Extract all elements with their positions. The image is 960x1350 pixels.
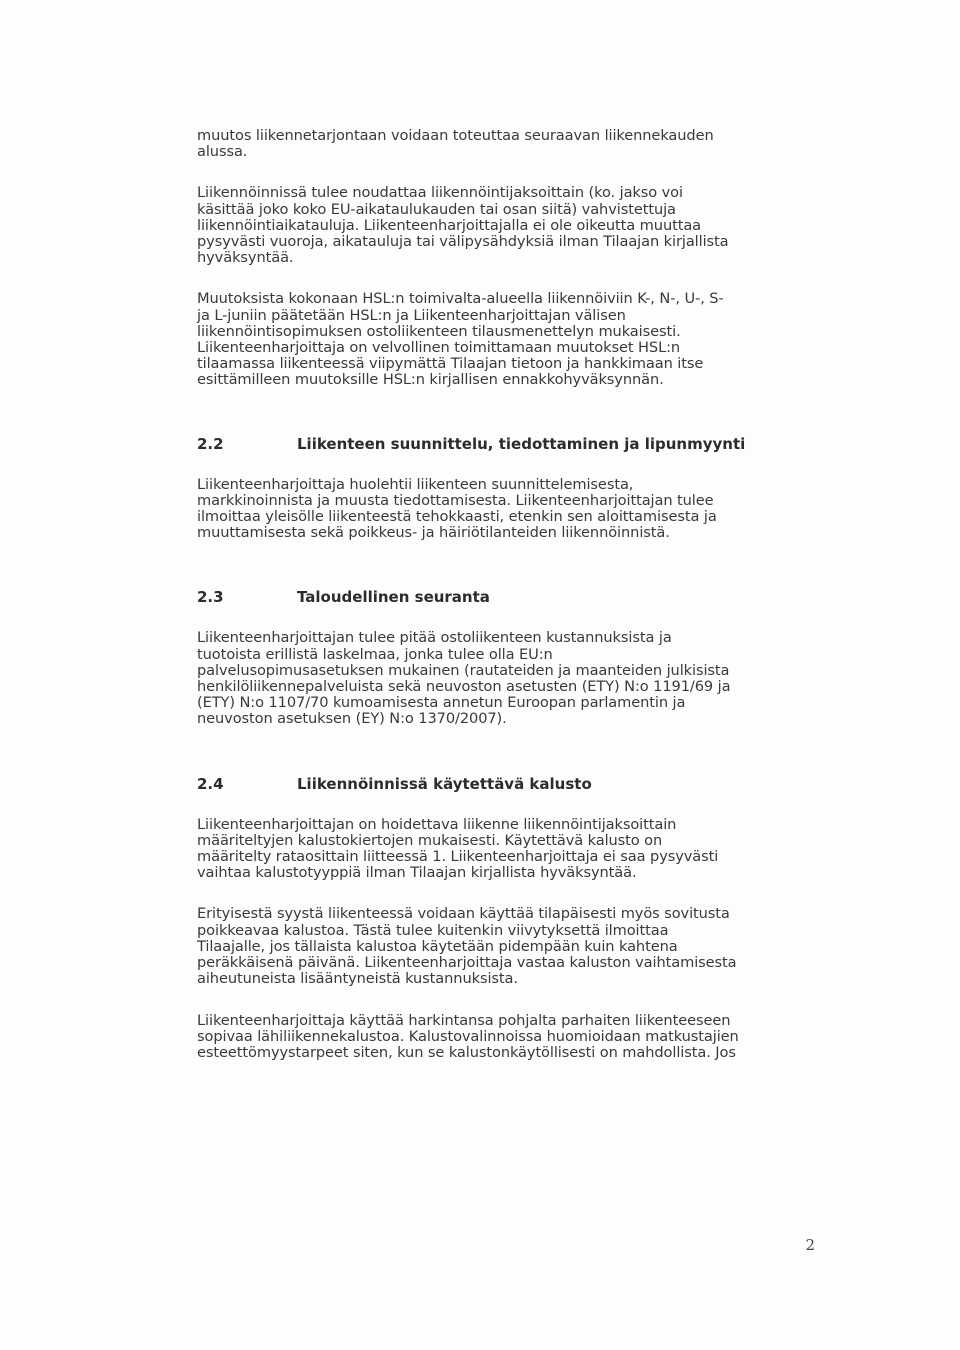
section-title: Taloudellinen seuranta: [297, 588, 490, 607]
paragraph-planning: Liikenteenharjoittaja huolehtii liikenteen suunnittelemisesta, markkinoinnista ja muusta tiedottamisesta. Liikenteenharjoittajan tulee ilmoittaa yleisölle liikenteestä tehokkaasti, etenkin sen aloittamisesta ja muuttamisesta sekä poikkeus- ja häiriötilanteiden liikennöinnistä.: [197, 475, 717, 542]
page-content: [197, 128, 817, 1061]
page-number: 2: [805, 1236, 815, 1254]
paragraph-timetables: Liikennöinnissä tulee noudattaa liikennöintijaksoittain (ko. jakso voi käsittää joko koko EU-aikataulukauden tai osan siitä) vahvistettuja liikennöintiaikatauluja. Liikenteenharjoittajalla ei ole oikeutta muuttaa pysyvästi vuoroja, aikatauluja tai välipysähdyksiä ilman Tilaajan kirjallista hyväksyntää.: [197, 184, 729, 267]
section-heading-2-3: [197, 588, 817, 606]
paragraph-financial: Liikenteenharjoittajan tulee pitää ostoliikenteen kustannuksista ja tuotoista erillistä laskelmaa, jonka tulee olla EU:n palvelusopimusasetuksen mukainen (rautateiden ja maanteiden julkisista henkilöliikennepalveluista sekä neuvoston asetusten (ETY) N:o 1191/69 ja (ETY) N:o 1107/70 kumoamisesta annetun Euroopan parlamentin ja neuvoston asetuksen (EY) N:o 1370/2007).: [197, 629, 731, 728]
section-number: 2.3: [197, 588, 224, 607]
paragraph-exceptional-fleet: Erityisestä syystä liikenteessä voidaan käyttää tilapäisesti myös sovitusta poikkeavaa kalustoa. Tästä tulee kuitenkin viivytyksettä ilmoittaa Tilaajalle, jos tällaista kalustoa käytetään pidempään kuin kahtena peräkkäisenä päivänä. Liikenteenharjoittaja vastaa kaluston vaihtamisesta aiheutuneista lisääntyneistä kustannuksista.: [197, 905, 737, 988]
paragraph-fleet-choice: Liikenteenharjoittaja käyttää harkintansa pohjalta parhaiten liikenteeseen sopivaa lähiliikennekalustoa. Kalustovalinnoissa huomioidaan matkustajien esteettömyystarpeet siten, kun se kalustonkäytöllisesti on mahdollista. Jos: [197, 1011, 739, 1061]
section-heading-2-2: [197, 435, 817, 453]
section-title: Liikennöinnissä käytettävä kalusto: [297, 774, 592, 793]
paragraph-hsl-changes: Muutoksista kokonaan HSL:n toimivalta-alueella liikennöiviin K-, N-, U-, S- ja L-juniin päätetään HSL:n ja Liikenteenharjoittajan välisen liikennöintisopimuksen ostoliikenteen tilausmenettelyn mukaisesti. Liikenteenharjoittaja on velvollinen toimittamaan muutokset HSL:n tilaamassa liikenteessä viipymättä Tilaajan tietoon ja hankkimaan itse esittämilleen muutoksille HSL:n kirjallisen ennakkohyväksynnän.: [197, 290, 724, 389]
section-number: 2.2: [197, 434, 224, 453]
section-heading-2-4: [197, 775, 817, 793]
section-number: 2.4: [197, 774, 224, 793]
paragraph-intro-continuation: muutos liikennetarjontaan voidaan toteuttaa seuraavan liikennekauden alussa.: [197, 127, 714, 161]
paragraph-fleet: Liikenteenharjoittajan on hoidettava liikenne liikennöintijaksoittain määriteltyjen kalustokiertojen mukaisesti. Käytettävä kalusto on määritelty rataosittain liitteessä 1. Liikenteenharjoittaja ei saa pysyvästi vaihtaa kalustotyyppiä ilman Tilaajan kirjallista hyväksyntää.: [197, 815, 719, 882]
section-title: Liikenteen suunnittelu, tiedottaminen ja lipunmyynti: [297, 434, 746, 453]
